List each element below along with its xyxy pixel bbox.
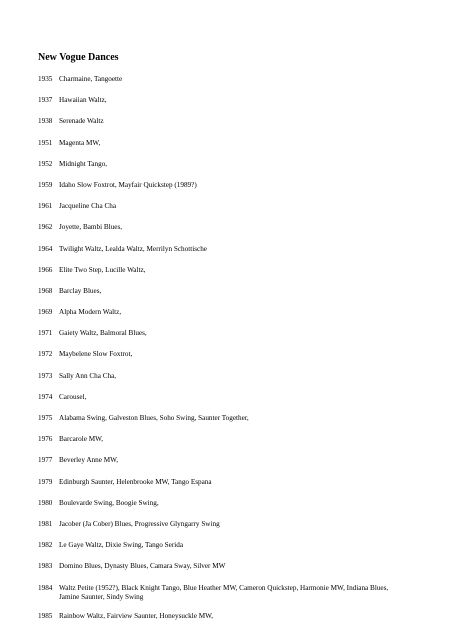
entry-year: 1972: [38, 350, 53, 359]
list-item: [38, 350, 438, 359]
entry-year: 1959: [38, 180, 53, 189]
list-item: [38, 75, 438, 84]
entry-year: 1975: [38, 414, 53, 422]
entry-year: 1977: [38, 456, 53, 465]
entry-year: 1969: [38, 308, 53, 317]
list-item: [38, 520, 438, 529]
list-item: [38, 181, 438, 190]
dance-list: [38, 75, 438, 633]
entry-dances: Sally Ann Cha Cha,: [59, 371, 117, 380]
list-item: [38, 287, 438, 296]
entry-year: 1938: [38, 117, 53, 126]
entry-dances: Waltz Petite (1952?), Black Knight Tango, Blue Heather MW, Cameron Quickstep, Harmonie MW, Indiana Blues, Jamine Saunter, Sindy Swing: [59, 583, 389, 601]
list-item: [38, 478, 438, 487]
entry-year: 1976: [38, 435, 53, 444]
entry-year: 1964: [38, 244, 53, 253]
entry-year: 1984: [38, 583, 53, 592]
entry-year: 1981: [38, 519, 53, 528]
entry-dances: Maybelene Slow Foxtrot,: [59, 350, 133, 359]
entry-year: 1971: [38, 329, 53, 338]
entry-dances: Boulevarde Swing, Boogie Swing,: [59, 498, 159, 507]
entry-dances: Edinburgh Saunter, Helenbrooke MW, Tango Espana: [59, 477, 212, 486]
entry-year: 1980: [38, 498, 53, 507]
entry-year: 1979: [38, 477, 53, 486]
entry-dances: Carousel,: [59, 392, 87, 401]
list-item: [38, 393, 438, 402]
list-item: [38, 435, 438, 444]
page-title: New Vogue Dances: [38, 52, 119, 63]
entry-dances: Idaho Slow Foxtrot, Mayfair Quickstep (1989?): [59, 180, 197, 189]
entry-year: 1962: [38, 223, 53, 232]
list-item: [38, 456, 438, 465]
entry-year: 1935: [38, 75, 53, 83]
entry-year: 1982: [38, 541, 53, 550]
list-item: [38, 541, 438, 550]
list-item: [38, 414, 438, 423]
entry-dances: Charmaine, Tangoette: [59, 75, 123, 83]
entry-year: 1961: [38, 202, 53, 211]
entry-year: 1985: [38, 611, 53, 620]
entry-dances: Magenta MW,: [59, 138, 101, 147]
entry-year: 1968: [38, 286, 53, 295]
list-item: [38, 584, 438, 602]
entry-dances: Barclay Blues,: [59, 286, 102, 295]
entry-dances: Serenade Waltz: [59, 117, 104, 126]
list-item: [38, 329, 438, 338]
entry-dances: Elite Two Step, Lucille Waltz,: [59, 265, 146, 274]
entry-year: 1937: [38, 96, 53, 105]
entry-dances: Alabama Swing, Galveston Blues, Soho Swing, Saunter Together,: [59, 414, 249, 422]
entry-year: 1951: [38, 138, 53, 147]
entry-year: 1983: [38, 562, 53, 571]
list-item: [38, 245, 438, 254]
entry-dances: Le Gaye Waltz, Dixie Swing, Tango Serida: [59, 541, 184, 550]
entry-year: 1966: [38, 265, 53, 274]
entry-dances: Midnight Tango,: [59, 159, 108, 168]
list-item: [38, 499, 438, 508]
entry-dances: Barcarole MW,: [59, 435, 104, 444]
entry-year: 1974: [38, 392, 53, 401]
entry-dances: Domino Blues, Dynasty Blues, Camara Sway, Silver MW: [59, 562, 226, 571]
list-item: [38, 612, 438, 621]
list-item: [38, 117, 438, 126]
entry-dances: Jacqueline Cha Cha: [59, 202, 117, 211]
list-item: [38, 223, 438, 232]
list-item: [38, 139, 438, 148]
entry-dances: Alpha Modern Waltz,: [59, 308, 122, 317]
entry-dances: Joyette, Bambi Blues,: [59, 223, 123, 232]
list-item: [38, 308, 438, 317]
entry-dances: Beverley Anne MW,: [59, 456, 119, 465]
entry-dances: Hawaiian Waltz,: [59, 96, 107, 105]
list-item: [38, 96, 438, 105]
entry-year: 1973: [38, 371, 53, 380]
list-item: [38, 160, 438, 169]
entry-dances: Gaiety Waltz, Balmoral Blues,: [59, 329, 147, 338]
entry-dances: Rainbow Waltz, Fairview Saunter, Honeysuckle MW,: [59, 611, 214, 620]
list-item: [38, 372, 438, 381]
list-item: [38, 202, 438, 211]
list-item: [38, 266, 438, 275]
entry-dances: Twilight Waltz, Lealda Waltz, Merrilyn Schottische: [59, 244, 207, 253]
list-item: [38, 562, 438, 571]
entry-dances: Jacober (Ja Cober) Blues, Progressive Glyngarry Swing: [59, 519, 220, 528]
entry-year: 1952: [38, 159, 53, 168]
